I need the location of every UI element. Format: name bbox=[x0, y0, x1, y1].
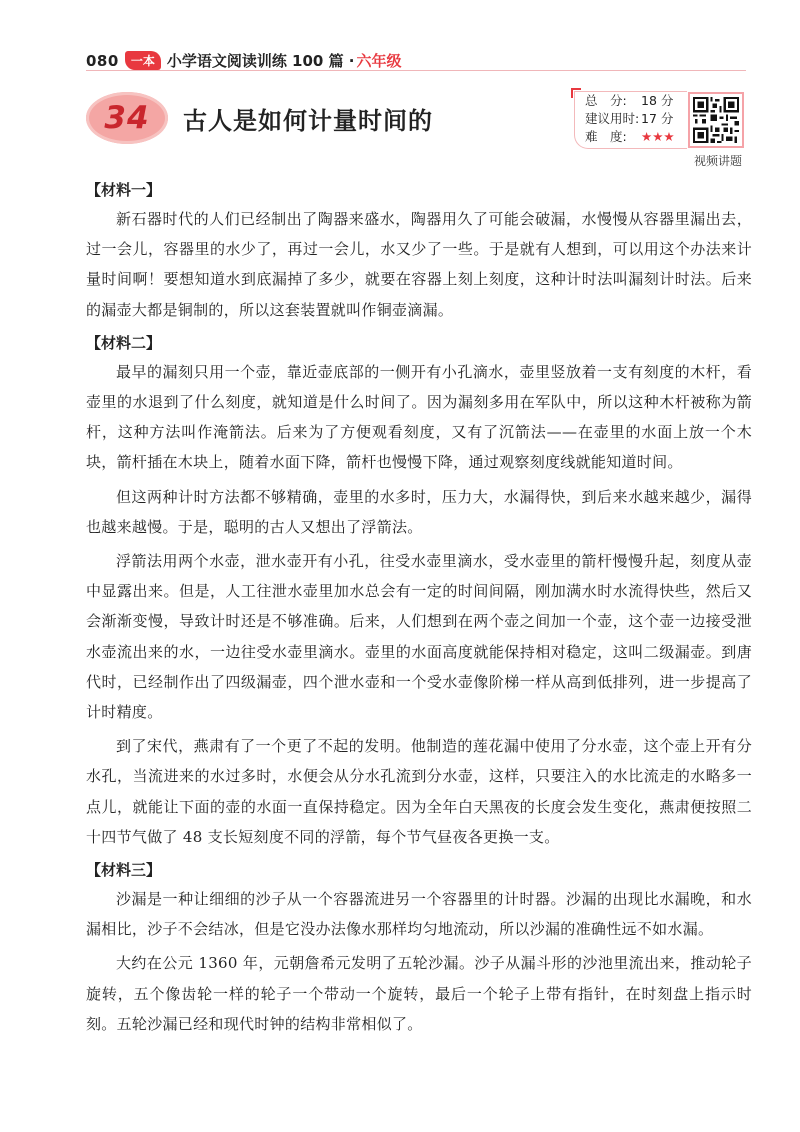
suggested-time-label: 建议用时: bbox=[585, 111, 640, 126]
material-1-paragraph-1: 新石器时代的人们已经制出了陶器来盛水，陶器用久了可能会破漏，水慢慢从容器里漏出去，过一会儿，容器里的水少了，再过一会儿，水又少了一些。于是就有人想到，可以用这个办法来计量时间啊！要想知道水到底漏掉了多少，就要在容器上刻上刻度，这种计时法叫漏刻计时法。后来的漏壶大都是铜制的，所以这套装置就叫作铜壶滴漏。 bbox=[86, 210, 752, 319]
difficulty-row bbox=[575, 128, 687, 146]
lesson-title: 古人是如何计量时间的 bbox=[183, 107, 433, 135]
lesson-number-badge bbox=[86, 92, 168, 144]
running-header bbox=[86, 50, 402, 71]
lesson-number: 34 bbox=[104, 100, 150, 136]
section-heading-2: 【材料二】 bbox=[86, 333, 162, 352]
suggested-time-row bbox=[575, 110, 687, 128]
material-3-paragraph-1: 沙漏是一种让细细的沙子从一个容器流进另一个容器里的计时器。沙漏的出现比水漏晚，和水漏相比，沙子不会结冰，但是它没办法像水那样均匀地流动，所以沙漏的准确性远不如水漏。 bbox=[86, 890, 752, 939]
difficulty-label: 难 度: bbox=[585, 129, 627, 144]
material-2-paragraph-2: 但这两种计时方法都不够精确，壶里的水多时，压力大，水漏得快，到后来水越来越少，漏得也越来越慢。于是，聪明的古人又想出了浮箭法。 bbox=[86, 487, 752, 536]
grade-label: 六年级 bbox=[356, 52, 402, 70]
reading-passage bbox=[86, 176, 752, 1043]
total-score-label: 总 分: bbox=[585, 93, 627, 108]
series-logo: 一本 bbox=[125, 51, 161, 70]
difficulty-stars: ★★★ bbox=[641, 129, 675, 144]
qr-code-icon[interactable] bbox=[688, 92, 744, 148]
qr-code-graphic bbox=[693, 97, 739, 143]
material-2-paragraph-1: 最早的漏刻只用一个壶，靠近壶底部的一侧开有小孔滴水，壶里竖放着一支有刻度的木杆，看壶里的水退到了什么刻度，就知道是什么时间了。因为漏刻多用在军队中，所以这种木杆被称为箭杆，这种方法叫作淹箭法。后来为了方便观看刻度，又有了沉箭法——在壶里的水面上放一个木块，箭杆插在木块上，随着水面下降，箭杆也慢慢下降，通过观察刻度线就能知道时间。 bbox=[86, 362, 752, 472]
qr-caption: 视频讲题 bbox=[693, 154, 742, 168]
book-title: 小学语文阅读训练 100 篇 · bbox=[166, 52, 355, 70]
total-score-row bbox=[575, 92, 687, 110]
material-2-paragraph-4: 到了宋代，燕肃有了一个更了不起的发明。他制造的莲花漏中使用了分水壶，这个壶上开有分水孔，当流进来的水过多时，水便会从分水孔流到分水壶，这样，只要注入的水比流走的水略多一点儿，就能让下面的壶的水面一直保持稳定。因为全年白天黑夜的长度会发生变化，燕肃便按照二十四节气做了 48 支长短刻度不同的浮箭，每个节气昼夜各更换一支。 bbox=[86, 737, 752, 846]
total-score-value: 18 分 bbox=[641, 93, 674, 108]
section-heading-3: 【材料三】 bbox=[86, 861, 162, 880]
header-divider bbox=[86, 70, 746, 71]
section-heading-1: 【材料一】 bbox=[86, 181, 162, 199]
material-2-paragraph-3: 浮箭法用两个水壶，泄水壶开有小孔，往受水壶里滴水，受水壶里的箭杆慢慢升起，刻度从壶中显露出来。但是，人工往泄水壶里加水总会有一定的时间间隔，刚加满水时水流得快些，然后又会渐渐变慢，导致计时还是不够准确。后来，人们想到在两个壶之间加一个壶，这个壶一边接受泄水壶流出来的水，一边往受水壶里滴水。壶里的水面高度就能保持相对稳定，这叫二级漏壶。到唐代时，已经制作出了四级漏壶，四个泄水壶和一个受水壶像阶梯一样从高到低排列，进一步提高了计时精度。 bbox=[86, 552, 752, 722]
score-info-box bbox=[574, 91, 687, 149]
corner-bracket-icon bbox=[571, 88, 581, 98]
suggested-time-value: 17 分 bbox=[641, 111, 674, 126]
material-3-paragraph-2: 大约在公元 1360 年，元朝詹希元发明了五轮沙漏。沙子从漏斗形的沙池里流出来，推动轮子旋转，五个像齿轮一样的轮子一个带动一个旋转，最后一个轮子上带有指针，在时刻盘上指示时刻。五轮沙漏已经和现代时钟的结构非常相似了。 bbox=[86, 954, 752, 1033]
page-number: 080 bbox=[86, 51, 119, 70]
